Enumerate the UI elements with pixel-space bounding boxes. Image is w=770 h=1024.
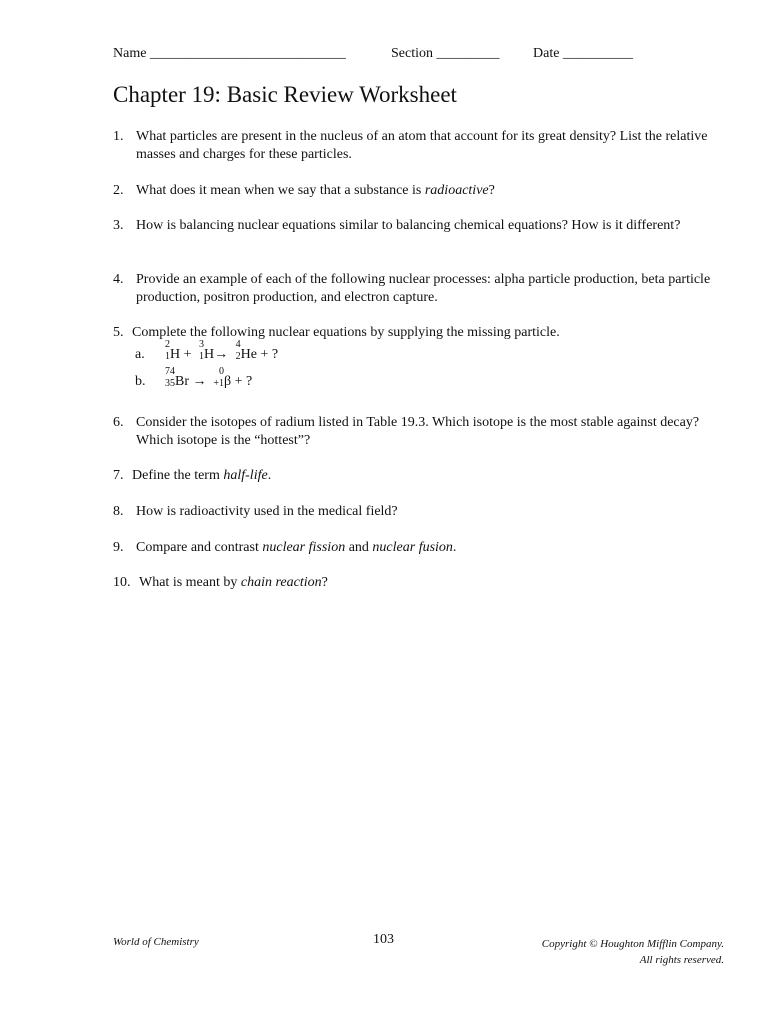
date-field-label: Date __________ bbox=[533, 46, 633, 61]
question-8 bbox=[113, 503, 713, 521]
question-3 bbox=[113, 217, 713, 235]
footer-copyright bbox=[542, 936, 724, 968]
nuclide-notation: 4 2 bbox=[235, 339, 241, 362]
copyright-line: Copyright © Houghton Mifflin Company. bbox=[541, 938, 724, 950]
question-number: 1. bbox=[113, 129, 124, 144]
question-number: 10. bbox=[113, 575, 131, 590]
reaction-arrow: → bbox=[214, 347, 232, 363]
emphasis-term: nuclear fission bbox=[262, 540, 346, 555]
question-number: 7. bbox=[113, 468, 124, 483]
question-number: 5. bbox=[113, 325, 124, 340]
question-number: 8. bbox=[113, 504, 124, 519]
name-field-label: Name ____________________________ bbox=[113, 46, 346, 61]
question-number: 4. bbox=[113, 272, 124, 287]
question-text: How is radioactivity used in the medical field? bbox=[136, 504, 398, 519]
question-number: 2. bbox=[113, 183, 124, 198]
question-text: What is meant by chain reaction? bbox=[139, 575, 328, 590]
nuclide-symbol: β bbox=[224, 374, 232, 390]
question-4 bbox=[113, 271, 713, 307]
nuclide-notation: 2 1 bbox=[165, 339, 170, 362]
nuclide-notation: 0 +1 bbox=[213, 366, 224, 389]
emphasis-term: nuclear fusion bbox=[372, 540, 453, 555]
nuclide-symbol: H bbox=[170, 347, 181, 363]
equation-a: a. 2 1 H + 3 1 H→ 4 2 He + ? bbox=[135, 339, 279, 363]
question-text: How is balancing nuclear equations similar to balancing chemical equations? How is it different? bbox=[136, 218, 681, 233]
question-number: 9. bbox=[113, 540, 124, 555]
equation-label: a. bbox=[135, 347, 145, 363]
nuclide-symbol: H bbox=[204, 347, 215, 363]
copyright-line: All rights reserved. bbox=[639, 954, 724, 966]
question-10 bbox=[113, 574, 713, 592]
question-text: Consider the isotopes of radium listed in Table 19.3. Which isotope is the most stable against decay? Which isotope is the “hottest”? bbox=[136, 415, 700, 448]
nuclide-notation: 74 35 bbox=[165, 366, 175, 389]
equation-label: b. bbox=[135, 374, 146, 390]
question-6 bbox=[113, 414, 713, 450]
question-9 bbox=[113, 539, 713, 557]
question-text: What does it mean when we say that a substance is radioactive? bbox=[136, 183, 495, 198]
question-text: Complete the following nuclear equations by supplying the missing particle. bbox=[132, 325, 560, 340]
question-text: What particles are present in the nucleus of an atom that account for its great density? List the relative masses and charges for these particles. bbox=[136, 129, 708, 162]
question-number: 3. bbox=[113, 218, 124, 233]
emphasis-term: radioactive bbox=[424, 183, 489, 198]
reaction-arrow: → bbox=[189, 374, 210, 390]
question-text: Provide an example of each of the following nuclear processes: alpha particle production, beta particle production, positron production, and electron capture. bbox=[136, 272, 711, 305]
nuclide-symbol: He bbox=[240, 347, 257, 363]
nuclide-notation: 3 1 bbox=[199, 339, 205, 362]
footer-book-title: World of Chemistry bbox=[113, 936, 199, 948]
emphasis-term: chain reaction bbox=[240, 575, 322, 590]
equation-b: b. 74 35 Br → 0 +1 β + ? bbox=[135, 366, 253, 390]
question-7 bbox=[113, 467, 713, 485]
question-number: 6. bbox=[113, 415, 124, 430]
nuclide-symbol: Br bbox=[175, 374, 189, 390]
emphasis-term: half-life bbox=[223, 468, 268, 483]
question-text: Define the term half-life. bbox=[132, 468, 272, 483]
worksheet-title: Chapter 19: Basic Review Worksheet bbox=[113, 82, 457, 107]
question-1 bbox=[113, 128, 713, 164]
question-text: Compare and contrast nuclear fission and nuclear fusion. bbox=[136, 540, 457, 555]
section-field-label: Section _________ bbox=[391, 46, 500, 61]
page-number: 103 bbox=[373, 932, 394, 947]
question-2 bbox=[113, 182, 713, 200]
